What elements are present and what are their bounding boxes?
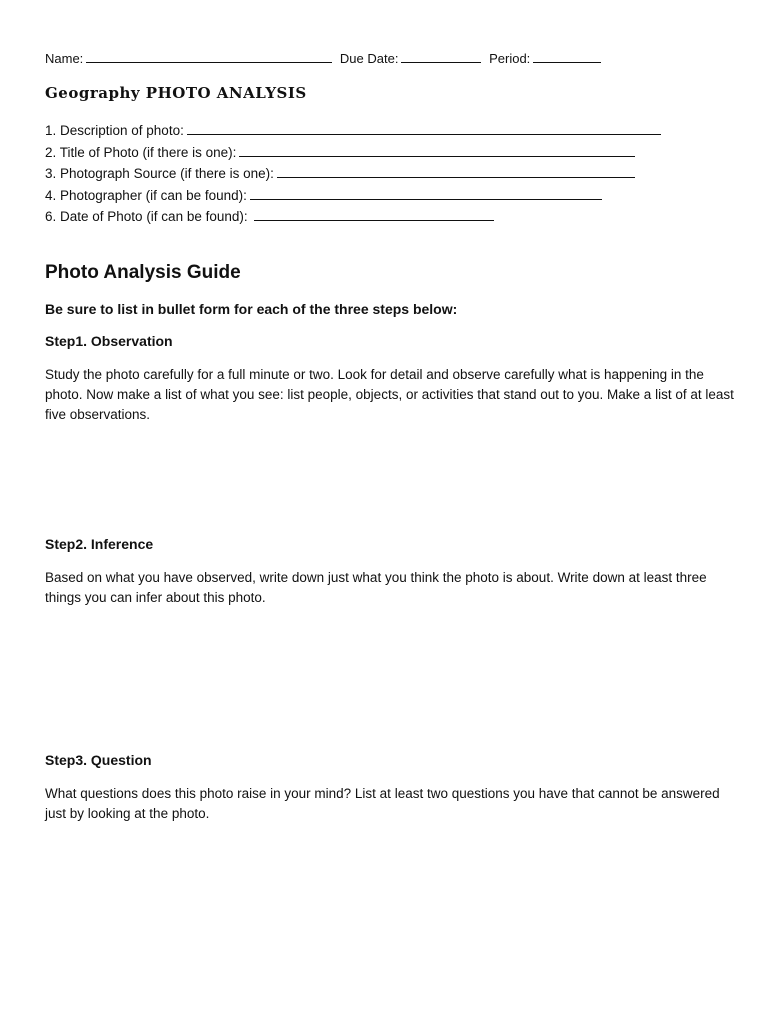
step1-heading: Step1. Observation — [45, 333, 173, 349]
step2-text: Based on what you have observed, write down just what you think the photo is about. Write down at least three things you can infer about this photo. — [45, 570, 707, 605]
field-label: 3. Photograph Source (if there is one): — [45, 166, 274, 181]
step3-heading: Step3. Question — [45, 752, 152, 768]
source-field[interactable] — [277, 163, 635, 178]
field-description — [45, 120, 661, 138]
field-photographer — [45, 185, 602, 203]
due-date-field[interactable] — [401, 48, 481, 63]
field-title — [45, 142, 635, 160]
field-source — [45, 163, 635, 181]
step1-text: Study the photo carefully for a full minute or two. Look for detail and observe carefully what is happening in the photo. Now make a list of what you see: list people, objects, or activities that stand out to you. Make a list of at least five observations. — [45, 367, 734, 422]
field-label: 2. Title of Photo (if there is one): — [45, 145, 237, 160]
description-field[interactable] — [187, 120, 661, 135]
guide-instruction: Be sure to list in bullet form for each of the three steps below: — [45, 301, 458, 317]
guide-heading: Photo Analysis Guide — [45, 262, 241, 283]
title-field[interactable] — [239, 142, 635, 157]
name-field[interactable] — [86, 48, 332, 63]
date-field[interactable] — [254, 206, 494, 221]
period-field[interactable] — [533, 48, 601, 63]
field-date — [45, 206, 494, 224]
period-label: Period: — [489, 51, 531, 66]
step3-text: What questions does this photo raise in your mind? List at least two questions you have that cannot be answered just by looking at the photo. — [45, 786, 720, 821]
photographer-field[interactable] — [250, 185, 602, 200]
name-row — [45, 48, 601, 66]
name-label: Name: — [45, 51, 84, 66]
field-label: 4. Photographer (if can be found): — [45, 188, 247, 203]
field-label: 1. Description of photo: — [45, 123, 184, 138]
due-date-label: Due Date: — [339, 51, 399, 66]
field-label: 6. Date of Photo (if can be found): — [45, 209, 248, 224]
worksheet-title: Geography PHOTO ANALYSIS — [45, 84, 307, 102]
step2-heading: Step2. Inference — [45, 536, 154, 552]
